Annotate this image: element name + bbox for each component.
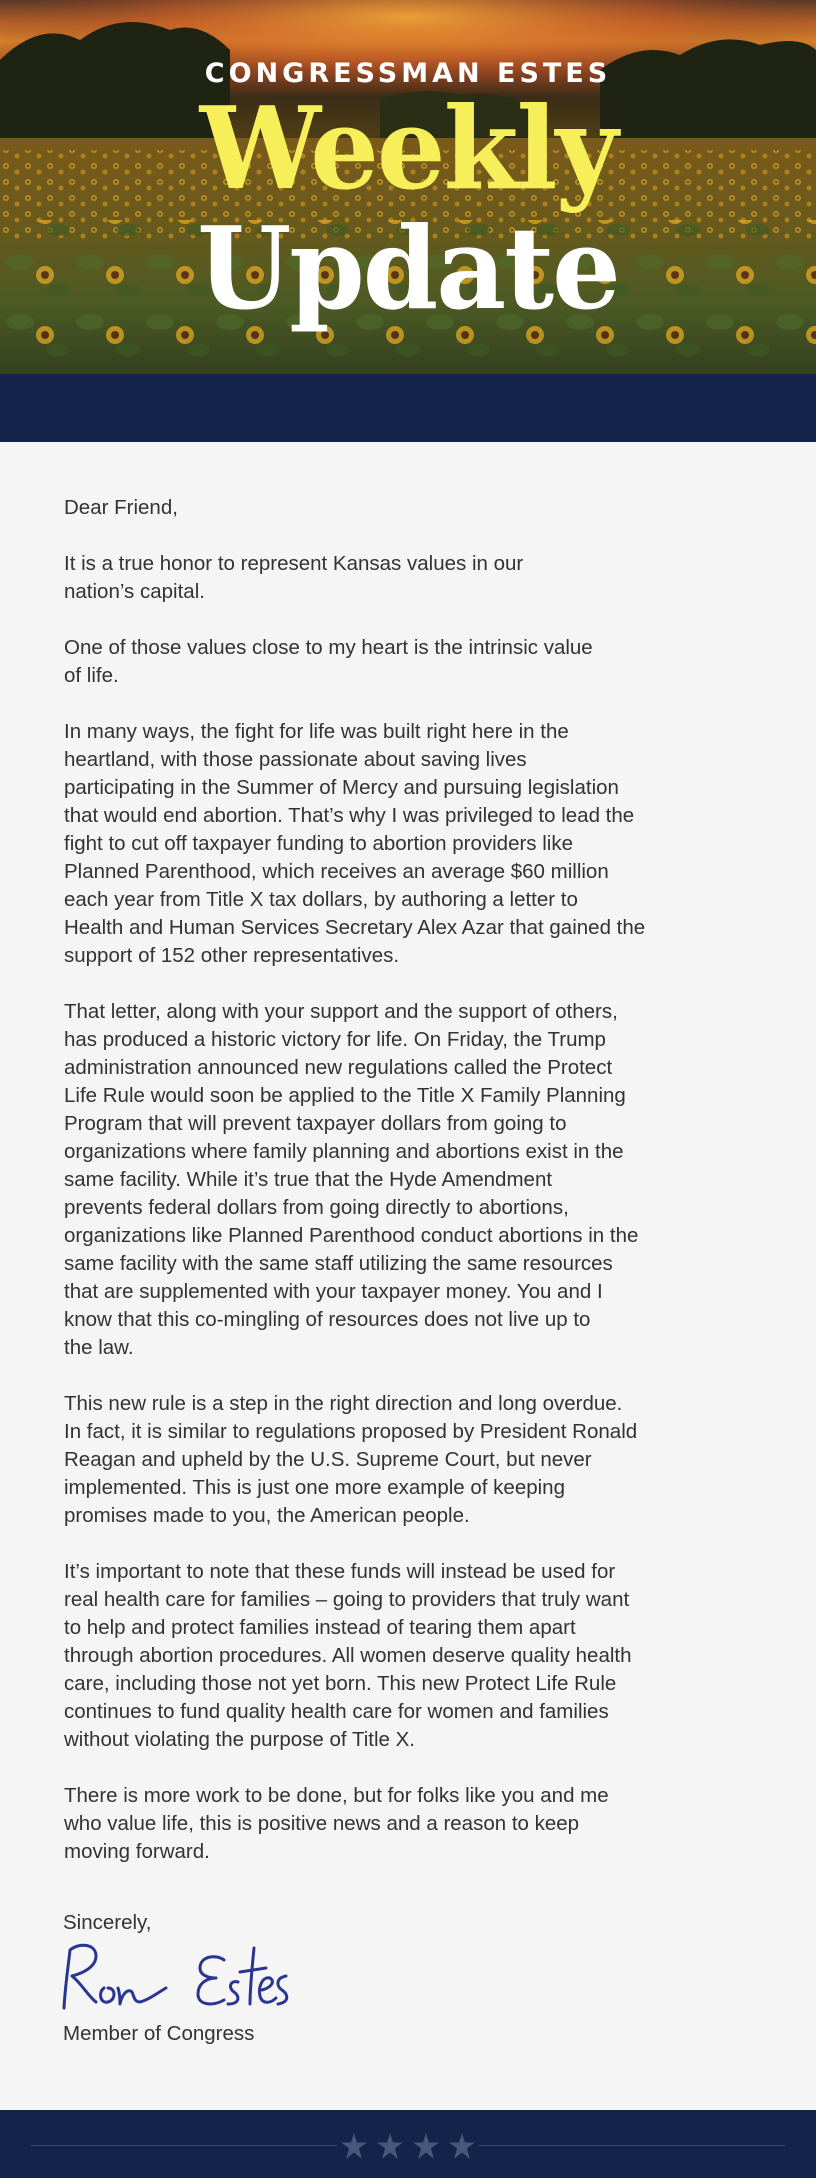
paragraph-line: care, including those not yet born. This new Protect Life Rule	[64, 1672, 617, 1695]
paragraph-line: prevents federal dollars from going directly to abortions,	[64, 1196, 569, 1219]
signature-image	[60, 1938, 360, 2022]
closing: Sincerely,	[63, 1911, 152, 1934]
paragraph-line: promises made to you, the American people.	[64, 1504, 470, 1527]
paragraph-line: One of those values close to my heart is the intrinsic value	[64, 636, 593, 659]
paragraph-line: continues to fund quality health care for women and families	[64, 1700, 609, 1723]
star-icon	[448, 2132, 476, 2160]
paragraph-line: organizations where family planning and abortions exist in the	[64, 1140, 624, 1163]
paragraph-line: participating in the Summer of Mercy and pursuing legislation	[64, 776, 619, 799]
letter-paragraph	[64, 550, 764, 606]
paragraph-line: There is more work to be done, but for folks like you and me	[64, 1784, 609, 1807]
letter-paragraph	[64, 634, 764, 690]
paragraph-line: Health and Human Services Secretary Alex Azar that gained the	[64, 916, 646, 939]
paragraph-line: through abortion procedures. All women deserve quality health	[64, 1644, 632, 1667]
paragraph-line: That letter, along with your support and the support of others,	[64, 1000, 618, 1023]
paragraph-line: Planned Parenthood, which receives an average $60 million	[64, 860, 609, 883]
paragraph-line: nation’s capital.	[64, 580, 205, 603]
paragraph-line: same facility. While it’s true that the Hyde Amendment	[64, 1168, 553, 1191]
paragraph-line: heartland, with those passionate about saving lives	[64, 748, 527, 771]
paragraph-line: each year from Title X tax dollars, by authoring a letter to	[64, 888, 578, 911]
paragraph-line: administration announced new regulations called the Protect	[64, 1056, 613, 1079]
paragraph-line: has produced a historic victory for life. On Friday, the Trump	[64, 1028, 606, 1051]
paragraph-line: Reagan and upheld by the U.S. Supreme Court, but never	[64, 1448, 592, 1471]
paragraph-line: support of 152 other representatives.	[64, 944, 400, 967]
letter-body	[64, 494, 764, 1894]
paragraph-line: without violating the purpose of Title X.	[64, 1728, 415, 1751]
paragraph-line: moving forward.	[64, 1840, 210, 1863]
footer-divider-left	[31, 2145, 337, 2146]
paragraph-line: real health care for families – going to providers that truly want	[64, 1588, 630, 1611]
paragraph-line: In fact, it is similar to regulations proposed by President Ronald	[64, 1420, 638, 1443]
paragraph-line: Program that will prevent taxpayer dollars from going to	[64, 1112, 567, 1135]
paragraph-line: implemented. This is just one more example of keeping	[64, 1476, 565, 1499]
paragraph-line: to help and protect families instead of tearing them apart	[64, 1616, 576, 1639]
paragraph-line: It is a true honor to represent Kansas values in our	[64, 552, 524, 575]
paragraph-line: know that this co-mingling of resources does not live up to	[64, 1308, 591, 1331]
star-icon	[376, 2132, 404, 2160]
header-title-update: Update	[197, 202, 619, 336]
paragraph-line: This new rule is a step in the right direction and long overdue.	[64, 1392, 623, 1415]
signature-text: Ron Estes	[60, 1938, 65, 1939]
footer	[0, 2110, 816, 2178]
paragraph-line: organizations like Planned Parenthood conduct abortions in the	[64, 1224, 639, 1247]
paragraph-line: who value life, this is positive news and a reason to keep	[64, 1812, 580, 1835]
star-icon	[412, 2132, 440, 2160]
paragraph-line: that are supplemented with your taxpayer money. You and I	[64, 1280, 603, 1303]
header-navy-band	[0, 374, 816, 442]
letter-paragraph	[64, 1558, 764, 1754]
footer-stars	[340, 2132, 476, 2160]
signer-title: Member of Congress	[63, 2022, 255, 2045]
letter-paragraph	[64, 1782, 764, 1866]
paragraph-line: of life.	[64, 664, 119, 687]
footer-divider-right	[478, 2145, 785, 2146]
star-icon	[340, 2132, 368, 2160]
paragraph-line: Life Rule would soon be applied to the Title X Family Planning	[64, 1084, 626, 1107]
paragraph-line: In many ways, the fight for life was built right here in the	[64, 720, 569, 743]
paragraph-line: the law.	[64, 1336, 134, 1359]
letter-paragraph	[64, 718, 764, 970]
letter-paragraph	[64, 998, 764, 1362]
paragraph-line: same facility with the same staff utilizing the same resources	[64, 1252, 613, 1275]
letter-paragraph	[64, 1390, 764, 1530]
paragraph-line: fight to cut off taxpayer funding to abortion providers like	[64, 832, 574, 855]
header-subtitle: CONGRESSMAN ESTES	[204, 58, 612, 89]
header-title-weekly: Weekly	[199, 82, 617, 216]
paragraph-line: It’s important to note that these funds will instead be used for	[64, 1560, 616, 1583]
header-banner	[0, 0, 816, 374]
greeting: Dear Friend,	[64, 496, 178, 519]
paragraph-line: that would end abortion. That’s why I was privileged to lead the	[64, 804, 635, 827]
